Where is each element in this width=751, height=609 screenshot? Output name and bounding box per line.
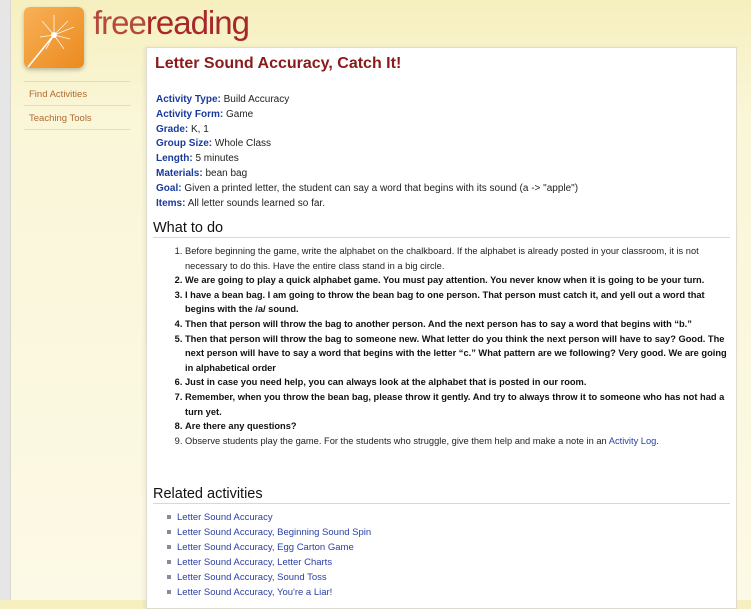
related-link[interactable]: Letter Sound Accuracy, You're a Liar! [177, 587, 333, 598]
step-item: 6. Just in case you need help, you can always look at the alphabet that is posted in our room. [185, 375, 730, 390]
steps-list [153, 244, 730, 448]
meta-value: Given a printed letter, the student can say a word that begins with its sound (a -> "apple") [184, 182, 579, 194]
sidebar-item-teaching-tools[interactable]: Teaching Tools [24, 105, 130, 130]
what-to-do-heading: What to do [153, 220, 730, 238]
brand-logo[interactable] [93, 4, 249, 42]
list-item [167, 585, 730, 600]
meta-label: Materials: [156, 167, 203, 179]
meta-row [156, 93, 578, 108]
meta-row [156, 167, 578, 182]
related-link[interactable]: Letter Sound Accuracy, Sound Toss [177, 572, 327, 583]
meta-label: Grade: [156, 123, 189, 135]
logo-reading-text: reading [145, 4, 249, 41]
sidebar-item-find-activities[interactable]: Find Activities [24, 81, 130, 105]
activity-log-link[interactable]: Activity Log [608, 435, 657, 446]
step-item: 2. We are going to play a quick alphabet game. You must pay attention. You never know when it is going to be your turn. [185, 273, 730, 288]
logo-free-text: free [93, 4, 146, 41]
meta-label: Length: [156, 153, 193, 165]
step-item: 8. Are there any questions? [185, 419, 730, 434]
meta-row [156, 137, 578, 152]
meta-value: Whole Class [214, 138, 272, 150]
meta-value: K, 1 [191, 123, 209, 135]
meta-row [156, 123, 578, 138]
list-item [167, 510, 730, 525]
list-item [167, 525, 730, 540]
dandelion-logo-icon[interactable] [24, 7, 84, 68]
step-text-end: . [656, 435, 659, 446]
content-panel [146, 47, 737, 609]
meta-value: 5 minutes [195, 153, 239, 165]
what-to-do-section [153, 220, 730, 448]
step-item: 4. Then that person will throw the bag to another person. And the next person has to say a word that begins with “b.” [185, 317, 730, 332]
meta-row [156, 152, 578, 167]
list-item [167, 540, 730, 555]
meta-value: bean bag [205, 167, 248, 179]
meta-value: All letter sounds learned so far. [187, 197, 325, 209]
sidebar [24, 81, 130, 130]
related-link[interactable]: Letter Sound Accuracy, Beginning Sound Spin [177, 527, 372, 538]
meta-value: Game [226, 108, 254, 120]
related-list [153, 510, 730, 600]
step-item [185, 434, 730, 449]
page-title: Letter Sound Accuracy, Catch It! [155, 55, 402, 72]
step-item: 5. Then that person will throw the bag to someone new. What letter do you think the next person will have to say? Good. The next person will have to say a word that begins with the letter “c.” What pattern are we following? Very good. We are going in alphabetical order [185, 332, 730, 376]
step-item: 3. I have a bean bag. I am going to throw the bean bag to one person. That person must catch it, and yell out a word that begins with the /a/ sound. [185, 288, 730, 317]
step-item: 1. Before beginning the game, write the alphabet on the chalkboard. If the alphabet is already posted in your classroom, it is not necessary to do this. Have the entire class stand in a big circle. [185, 244, 730, 273]
step-text: Observe students play the game. For the students who struggle, give them help and make a note in an [185, 435, 609, 446]
meta-value: Build Accuracy [223, 94, 290, 105]
related-link[interactable]: Letter Sound Accuracy, Egg Carton Game [177, 542, 354, 553]
meta-label: Activity Form: [156, 108, 224, 120]
related-activities-heading: Related activities [153, 486, 730, 504]
step-item: 7. Remember, when you throw the bean bag, please throw it gently. And try to always throw it to someone who has not had a turn yet. [185, 390, 730, 419]
related-link[interactable]: Letter Sound Accuracy [177, 512, 273, 523]
meta-row [156, 108, 578, 123]
meta-label: Group Size: [156, 138, 213, 150]
meta-label: Items: [156, 197, 186, 209]
related-link[interactable]: Letter Sound Accuracy, Letter Charts [177, 557, 333, 568]
meta-label: Goal: [156, 182, 182, 194]
meta-label: Activity Type: [156, 94, 221, 105]
list-item [167, 570, 730, 585]
related-activities-section [153, 486, 730, 600]
meta-row [156, 182, 578, 197]
window-edge [0, 0, 11, 600]
activity-meta [156, 93, 578, 211]
meta-row [156, 197, 578, 212]
list-item [167, 555, 730, 570]
